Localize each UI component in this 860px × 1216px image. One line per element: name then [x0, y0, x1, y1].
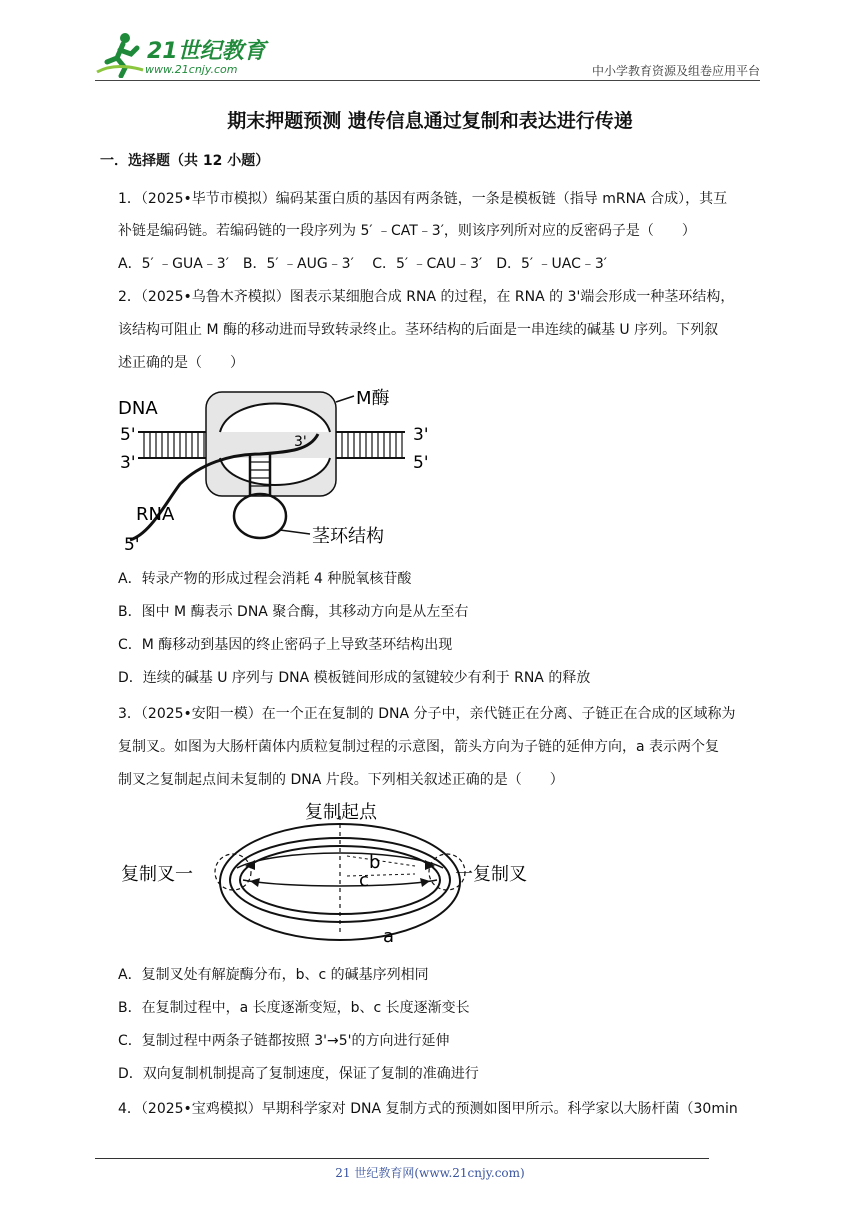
platform-name: 中小学教育资源及组卷应用平台 [591, 64, 760, 78]
origin-label: 复制起点 [305, 802, 377, 823]
left-fork-label: 复制叉一 [121, 864, 193, 885]
logo-text: 21世纪教育 [147, 39, 266, 64]
rna-5prime-label: 5' [124, 535, 140, 555]
q2-line1: 2．（2025•乌鲁木齐模拟）图表示某细胞合成 RNA 的过程，在 RNA 的 3'端会形成一种茎环结构， [118, 289, 735, 305]
q2-line2: 该结构可阻止 M 酶的移动进而导致转录终止。茎环结构的后面是一串连续的碱基 U 序列。下列叙 [118, 322, 719, 338]
replication-figure [115, 796, 555, 946]
dna-3prime-left: 3' [120, 453, 136, 473]
stem-loop-label: 茎环结构 [312, 526, 384, 547]
q4-line1: 4．（2025•宝鸡模拟）早期科学家对 DNA 复制方式的预测如图甲所示。科学家以大肠杆菌（30min [118, 1101, 738, 1117]
q2-option-d: D．连续的碱基 U 序列与 DNA 模板链间形成的氢键较少有利于 RNA 的释放 [118, 670, 591, 686]
rna-label: RNA [136, 504, 175, 525]
logo-url: www.21cnjy.com [145, 63, 238, 76]
dna-5prime-right: 5' [413, 453, 429, 473]
m-enzyme-label: M酶 [356, 388, 390, 409]
footer-text: 21 世纪教育网(www.21cnjy.com) [335, 1166, 525, 1180]
q1-line1: 1．（2025•毕节市模拟）编码某蛋白质的基因有两条链，一条是模板链（指导 mRNA 合成），其互 [118, 191, 728, 207]
q3-option-c: C．复制过程中两条子链都按照 3'→5'的方向进行延伸 [118, 1033, 450, 1049]
logo [95, 32, 295, 78]
runner-logo-icon [95, 32, 147, 78]
q1-options: A．5′ ﹣GUA﹣3′ B．5′ ﹣AUG﹣3′ C．5′ ﹣CAU﹣3′ D．5′ ﹣UAC﹣3′ [118, 256, 607, 272]
q2-option-a: A．转录产物的形成过程会消耗 4 种脱氧核苷酸 [118, 571, 412, 587]
q2-option-b: B．图中 M 酶表示 DNA 聚合酶，其移动方向是从左至右 [118, 604, 469, 620]
q3-option-b: B．在复制过程中，a 长度逐渐变短，b、c 长度逐渐变长 [118, 1000, 470, 1016]
transcription-figure [110, 384, 440, 556]
footer-divider [95, 1158, 709, 1159]
q2-option-c: C．M 酶移动到基因的终止密码子上导致茎环结构出现 [118, 637, 453, 653]
header-divider [95, 80, 760, 81]
right-fork-label: 一复制叉 [455, 864, 527, 885]
page-header [95, 32, 760, 80]
dna-3prime-right: 3' [413, 425, 429, 445]
rna-3prime-label: 3' [294, 434, 307, 450]
q1-line2: 补链是编码链。若编码链的一段序列为 5′ ﹣CAT﹣3′，则该序列所对应的反密码子是（ ） [118, 223, 696, 239]
dna-label: DNA [118, 398, 158, 419]
label-b: b [369, 852, 381, 873]
dna-5prime-left: 5' [120, 425, 136, 445]
q3-option-a: A．复制叉处有解旋酶分布，b、c 的碱基序列相同 [118, 967, 429, 983]
q3-option-d: D．双向复制机制提高了复制速度，保证了复制的准确进行 [118, 1066, 479, 1082]
label-a: a [383, 926, 395, 946]
q3-line2: 复制叉。如图为大肠杆菌体内质粒复制过程的示意图，箭头方向为子链的延伸方向，a 表示两个复 [118, 739, 720, 755]
q2-line3: 述正确的是（ ） [118, 355, 244, 371]
q3-line1: 3．（2025•安阳一模）在一个正在复制的 DNA 分子中，亲代链正在分离、子链正在合成的区域称为 [118, 706, 736, 722]
q3-line3: 制叉之复制起点间未复制的 DNA 片段。下列相关叙述正确的是（ ） [118, 772, 564, 788]
section-heading: 一．选择题（共 12 小题） [100, 153, 270, 169]
label-c: c [359, 870, 369, 891]
page-title: 期末押题预测 遗传信息通过复制和表达进行传递 [227, 110, 633, 132]
